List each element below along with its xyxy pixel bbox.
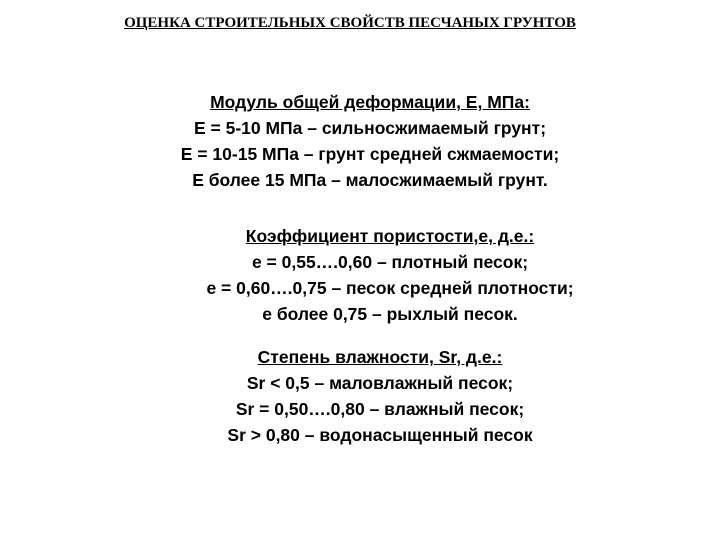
section-line: Sr = 0,50….0,80 – влажный песок; (235, 399, 525, 419)
section-heading: Модуль общей деформации, Е, МПа: (210, 92, 530, 112)
section-heading: Коэффициент пористости,е, д.е.: (245, 226, 535, 246)
section-line: е = 0,60….0,75 – песок средней плотности; (206, 278, 574, 298)
section-line: е = 0,55….0,60 – плотный песок; (251, 252, 529, 272)
section-line: е более 0,75 – рыхлый песок. (262, 304, 518, 324)
section-line: Е более 15 МПа – малосжимаемый грунт. (192, 170, 548, 190)
section-line: Е = 10-15 МПа – грунт средней сжмаемости; (180, 144, 560, 164)
section-heading: Степень влажности, Sr, д.е.: (257, 347, 503, 367)
deformation-modulus-section (100, 89, 640, 193)
porosity-section (120, 223, 660, 327)
saturation-section (110, 344, 650, 448)
page-title: ОЦЕНКА СТРОИТЕЛЬНЫХ СВОЙСТВ ПЕСЧАНЫХ ГРУНТОВ (124, 15, 576, 31)
section-line: Sr < 0,5 – маловлажный песок; (246, 373, 514, 393)
section-line: Е = 5-10 МПа – сильносжимаемый грунт; (193, 118, 547, 138)
section-line: Sr > 0,80 – водонасыщенный песок (227, 425, 533, 445)
